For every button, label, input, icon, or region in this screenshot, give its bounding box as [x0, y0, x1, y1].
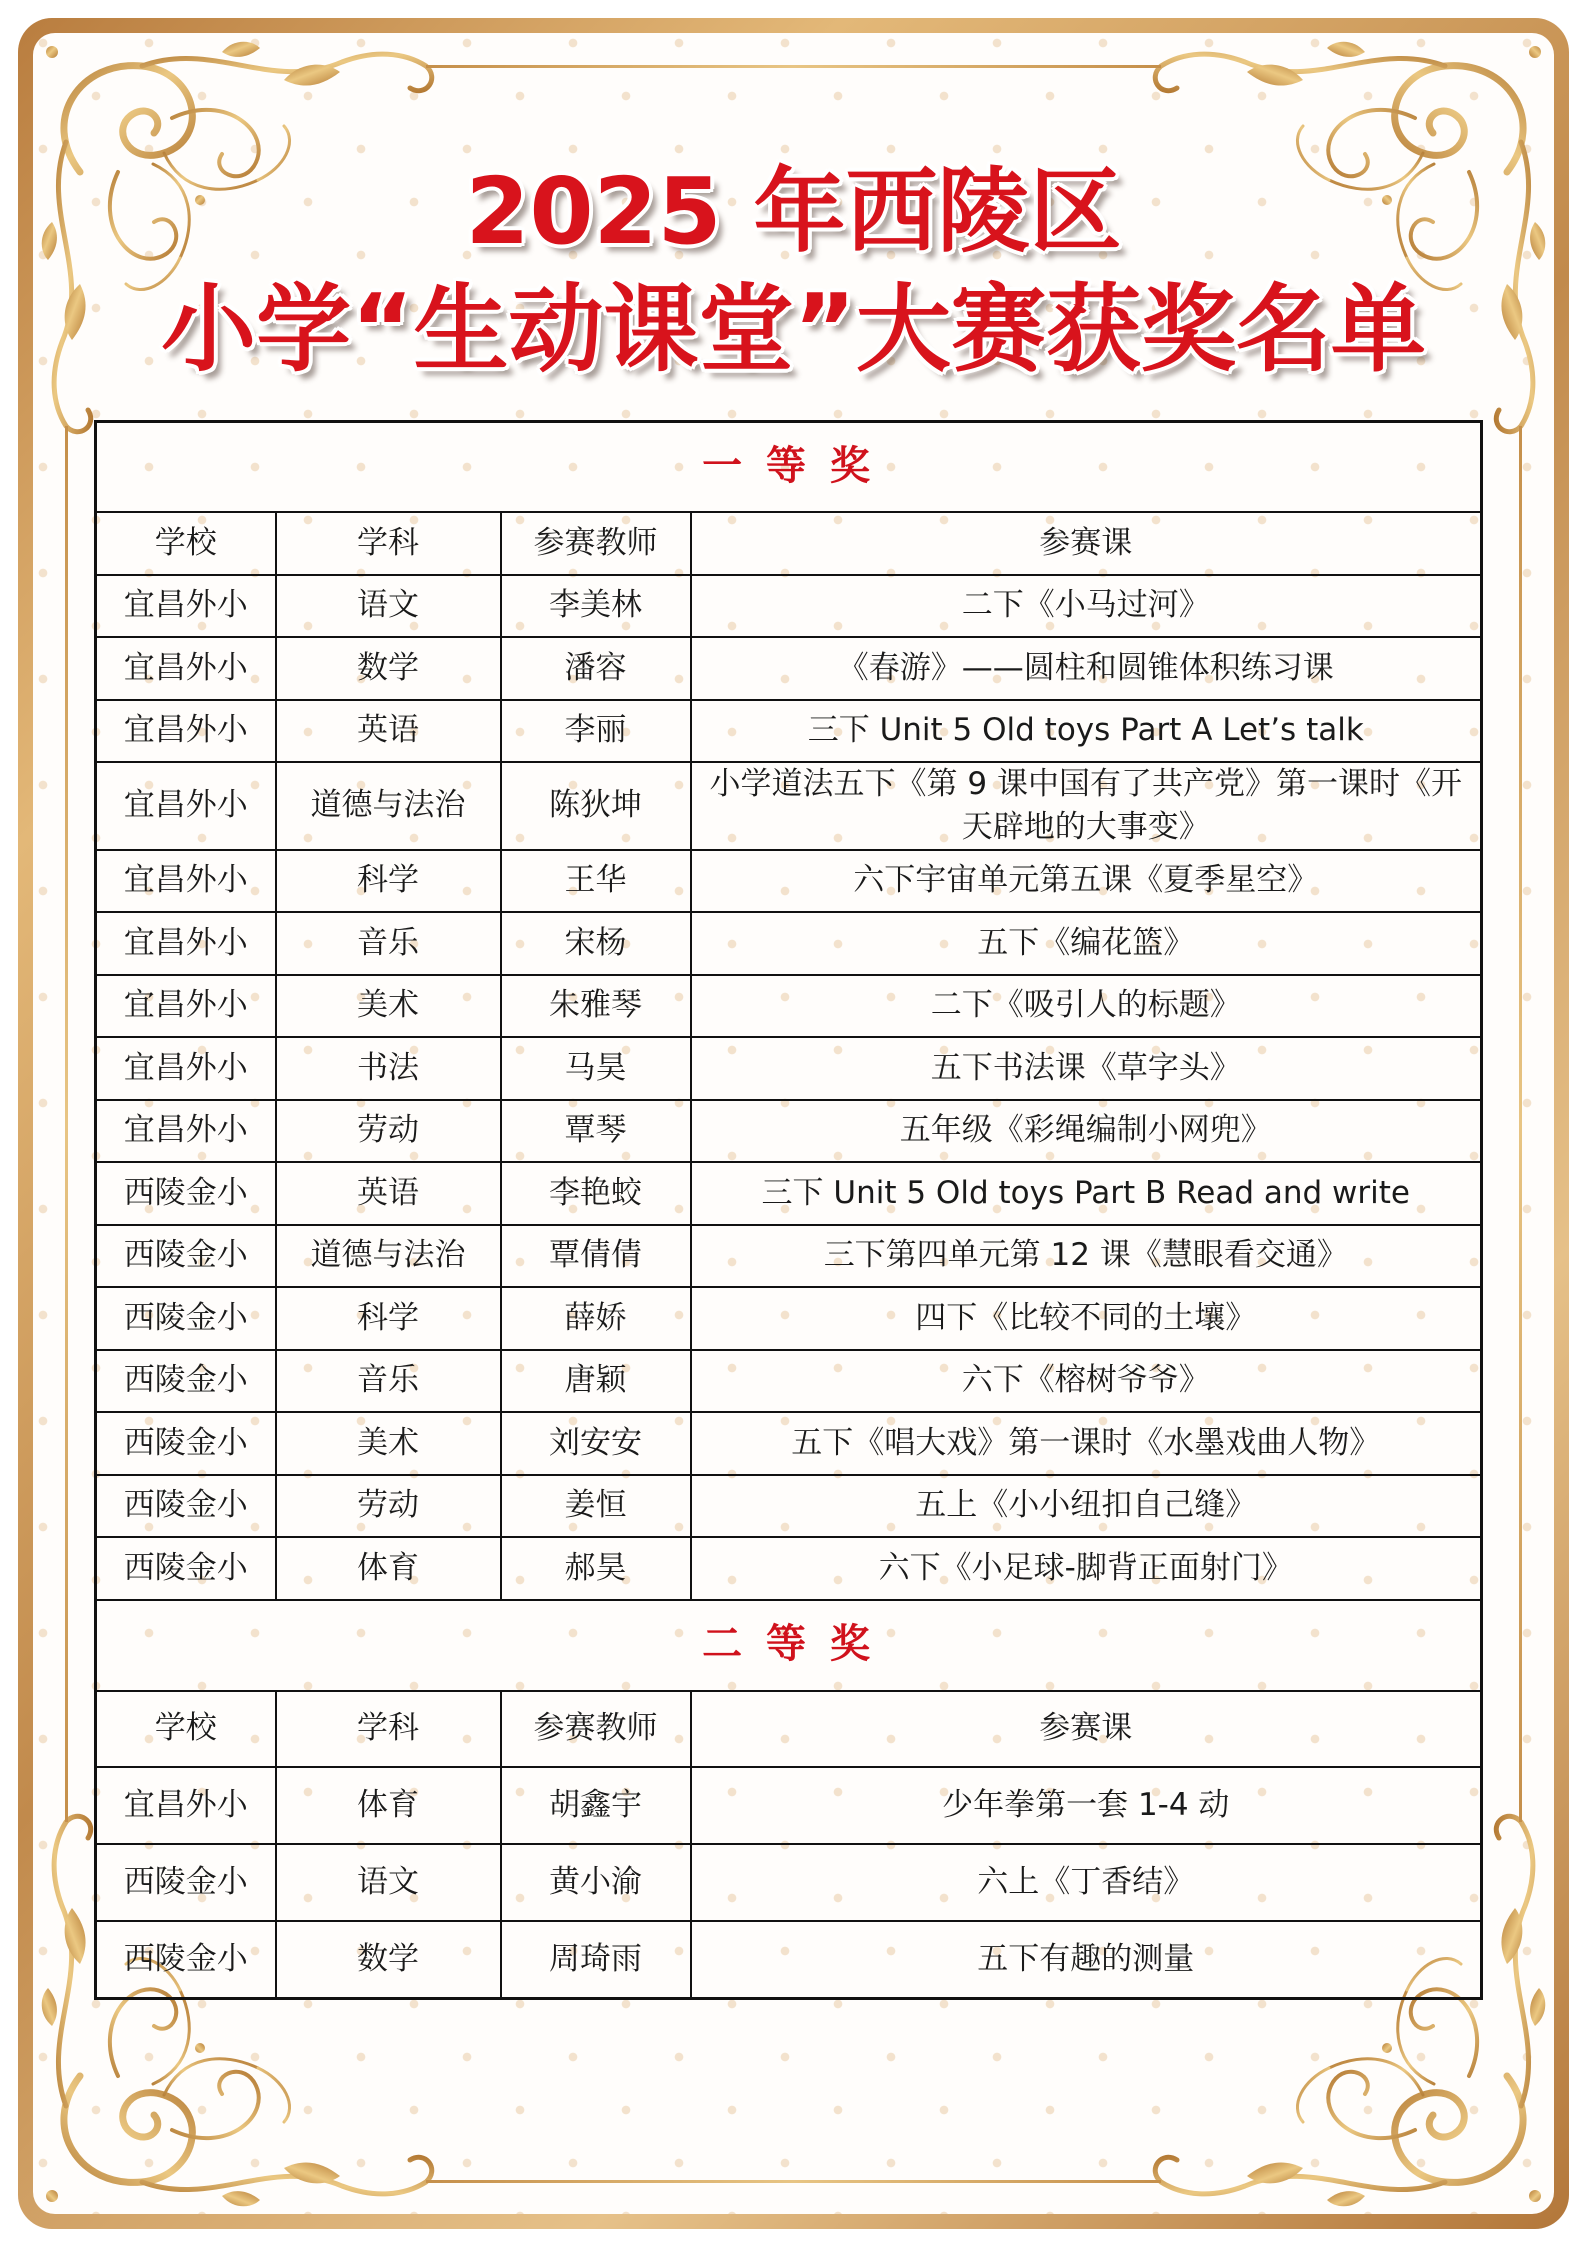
top-gold-rule: [426, 65, 1161, 68]
teacher-cell: 李丽: [501, 700, 691, 763]
lesson-cell: 三下 Unit 5 Old toys Part B Read and write: [691, 1162, 1482, 1225]
column-header: 参赛教师: [501, 1691, 691, 1767]
subject-cell: 科学: [276, 1287, 501, 1350]
lesson-cell: 五年级《彩绳编制小网兜》: [691, 1100, 1482, 1163]
table-row: [96, 1037, 1482, 1100]
page-title-line2: 小学“生动课堂”大赛获奖名单: [161, 275, 1426, 385]
column-header-row: [96, 512, 1482, 575]
subject-cell: 语文: [276, 1844, 501, 1921]
school-cell: 西陵金小: [96, 1844, 276, 1921]
lesson-cell: 六下宇宙单元第五课《夏季星空》: [691, 850, 1482, 913]
subject-cell: 体育: [276, 1537, 501, 1600]
lesson-cell: 六下《榕树爷爷》: [691, 1350, 1482, 1413]
lesson-cell: 五下《编花篮》: [691, 912, 1482, 975]
column-header: 学校: [96, 1691, 276, 1767]
table-row: [96, 700, 1482, 763]
table-row: [96, 912, 1482, 975]
table-row: [96, 637, 1482, 700]
teacher-cell: 李美林: [501, 575, 691, 638]
school-cell: 西陵金小: [96, 1537, 276, 1600]
table-row: [96, 1537, 1482, 1600]
school-cell: 西陵金小: [96, 1225, 276, 1288]
lesson-cell: 五上《小小纽扣自己缝》: [691, 1475, 1482, 1538]
school-cell: 西陵金小: [96, 1350, 276, 1413]
subject-cell: 英语: [276, 700, 501, 763]
table-row: [96, 1100, 1482, 1163]
school-cell: 西陵金小: [96, 1412, 276, 1475]
lesson-cell: 《春游》——圆柱和圆锥体积练习课: [691, 637, 1482, 700]
teacher-cell: 胡鑫宇: [501, 1767, 691, 1844]
table-row: [96, 1475, 1482, 1538]
subject-cell: 道德与法治: [276, 1225, 501, 1288]
teacher-cell: 覃倩倩: [501, 1225, 691, 1288]
lesson-cell: 六下《小足球-脚背正面射门》: [691, 1537, 1482, 1600]
school-cell: 宜昌外小: [96, 1037, 276, 1100]
school-cell: 宜昌外小: [96, 912, 276, 975]
school-cell: 西陵金小: [96, 1287, 276, 1350]
section-title-row: [96, 422, 1482, 513]
subject-cell: 音乐: [276, 1350, 501, 1413]
lesson-cell: 六上《丁香结》: [691, 1844, 1482, 1921]
school-cell: 宜昌外小: [96, 975, 276, 1038]
school-cell: 宜昌外小: [96, 1767, 276, 1844]
teacher-cell: 潘容: [501, 637, 691, 700]
section-title-row: [96, 1600, 1482, 1691]
left-gold-rule: [65, 426, 68, 1822]
school-cell: 西陵金小: [96, 1162, 276, 1225]
awards-table-body: [96, 422, 1482, 1999]
column-header: 学科: [276, 1691, 501, 1767]
table-row: [96, 1921, 1482, 1999]
school-cell: 西陵金小: [96, 1921, 276, 1999]
teacher-cell: 周琦雨: [501, 1921, 691, 1999]
teacher-cell: 马昊: [501, 1037, 691, 1100]
school-cell: 宜昌外小: [96, 1100, 276, 1163]
column-header: 参赛课: [691, 1691, 1482, 1767]
subject-cell: 音乐: [276, 912, 501, 975]
subject-cell: 美术: [276, 975, 501, 1038]
school-cell: 宜昌外小: [96, 850, 276, 913]
page-title-line1: 2025 年西陵区: [465, 158, 1122, 265]
column-header-row: [96, 1691, 1482, 1767]
teacher-cell: 薛娇: [501, 1287, 691, 1350]
table-row: [96, 1767, 1482, 1844]
lesson-cell: 五下《唱大戏》第一课时《水墨戏曲人物》: [691, 1412, 1482, 1475]
lesson-cell: 五下有趣的测量: [691, 1921, 1482, 1999]
lesson-cell: 少年拳第一套 1-4 动: [691, 1767, 1482, 1844]
table-row: [96, 1225, 1482, 1288]
subject-cell: 美术: [276, 1412, 501, 1475]
teacher-cell: 陈狄坤: [501, 762, 691, 850]
table-row: [96, 762, 1482, 850]
subject-cell: 劳动: [276, 1100, 501, 1163]
subject-cell: 书法: [276, 1037, 501, 1100]
table-row: [96, 850, 1482, 913]
table-row: [96, 975, 1482, 1038]
teacher-cell: 覃琴: [501, 1100, 691, 1163]
table-row: [96, 575, 1482, 638]
teacher-cell: 朱雅琴: [501, 975, 691, 1038]
subject-cell: 体育: [276, 1767, 501, 1844]
teacher-cell: 王华: [501, 850, 691, 913]
section-title: 一 等 奖: [96, 422, 1482, 513]
table-row: [96, 1162, 1482, 1225]
column-header: 参赛课: [691, 512, 1482, 575]
teacher-cell: 唐颖: [501, 1350, 691, 1413]
subject-cell: 科学: [276, 850, 501, 913]
teacher-cell: 黄小渝: [501, 1844, 691, 1921]
table-row: [96, 1844, 1482, 1921]
lesson-cell: 四下《比较不同的土壤》: [691, 1287, 1482, 1350]
teacher-cell: 李艳蛟: [501, 1162, 691, 1225]
column-header: 学校: [96, 512, 276, 575]
section-title: 二 等 奖: [96, 1600, 1482, 1691]
school-cell: 宜昌外小: [96, 637, 276, 700]
school-cell: 宜昌外小: [96, 700, 276, 763]
bottom-gold-rule: [426, 2180, 1161, 2183]
column-header: 学科: [276, 512, 501, 575]
teacher-cell: 宋杨: [501, 912, 691, 975]
awards-table: [94, 420, 1483, 2000]
school-cell: 宜昌外小: [96, 575, 276, 638]
table-row: [96, 1412, 1482, 1475]
table-row: [96, 1350, 1482, 1413]
school-cell: 西陵金小: [96, 1475, 276, 1538]
column-header: 参赛教师: [501, 512, 691, 575]
right-gold-rule: [1519, 426, 1522, 1822]
subject-cell: 劳动: [276, 1475, 501, 1538]
subject-cell: 道德与法治: [276, 762, 501, 850]
lesson-cell: 三下 Unit 5 Old toys Part A Let’s talk: [691, 700, 1482, 763]
subject-cell: 数学: [276, 637, 501, 700]
teacher-cell: 郝昊: [501, 1537, 691, 1600]
lesson-cell: 五下书法课《草字头》: [691, 1037, 1482, 1100]
table-row: [96, 1287, 1482, 1350]
lesson-cell: 小学道法五下《第 9 课中国有了共产党》第一课时《开天辟地的大事变》: [691, 762, 1482, 850]
school-cell: 宜昌外小: [96, 762, 276, 850]
teacher-cell: 刘安安: [501, 1412, 691, 1475]
subject-cell: 数学: [276, 1921, 501, 1999]
subject-cell: 英语: [276, 1162, 501, 1225]
lesson-cell: 三下第四单元第 12 课《慧眼看交通》: [691, 1225, 1482, 1288]
teacher-cell: 姜恒: [501, 1475, 691, 1538]
lesson-cell: 二下《小马过河》: [691, 575, 1482, 638]
lesson-cell: 二下《吸引人的标题》: [691, 975, 1482, 1038]
subject-cell: 语文: [276, 575, 501, 638]
